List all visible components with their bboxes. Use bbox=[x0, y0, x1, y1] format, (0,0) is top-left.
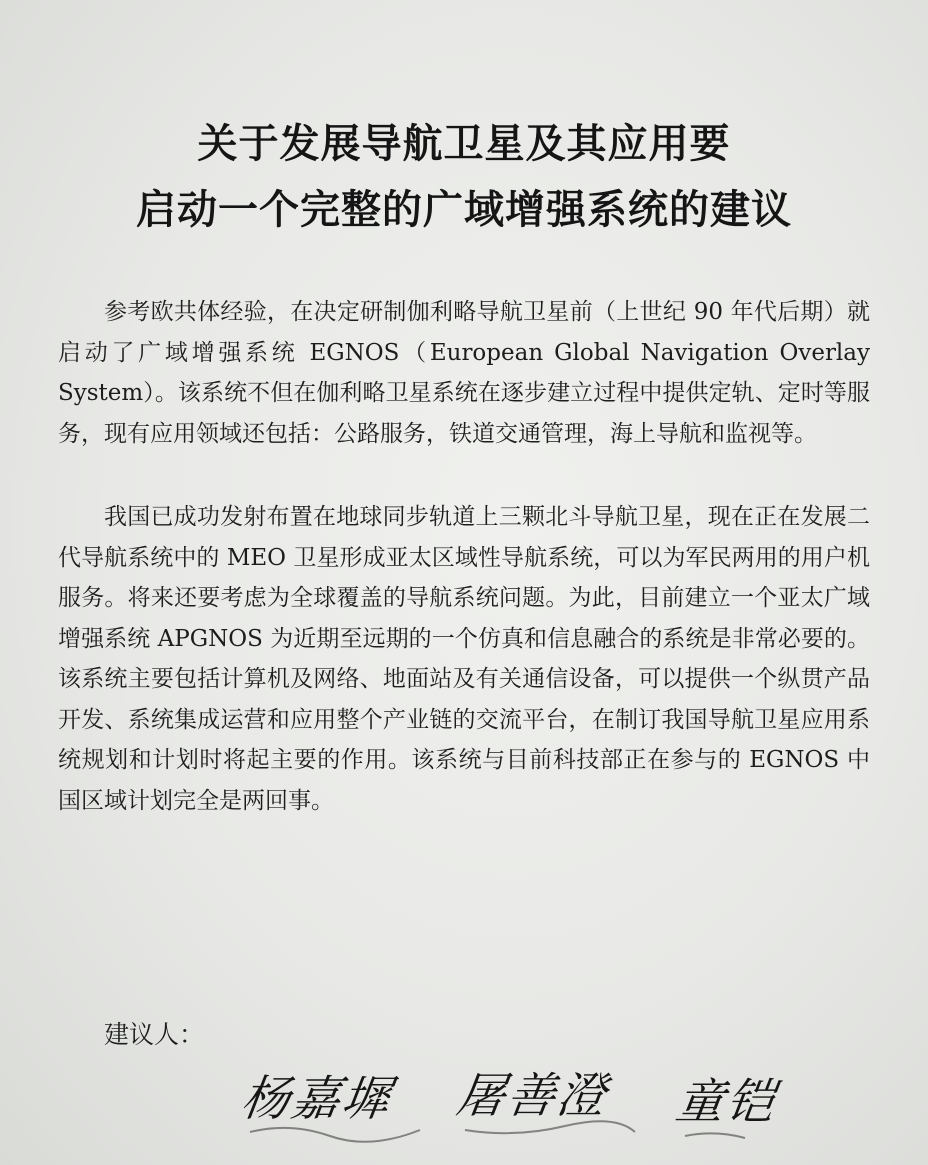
signer-label: 建议人： bbox=[104, 1020, 205, 1049]
signature-1: 杨嘉墀 bbox=[237, 1071, 396, 1127]
paragraph-egnos: 参考欧共体经验，在决定研制伽利略导航卫星前（上世纪 90 年代后期）就启动了广域增强系统 EGNOS（European Global Navigation Overlay System）。该系统不但在伽利略卫星系统在逐步建立过程中提供定轨、定时等服务，现有应用领域还包括：公路服务，铁道交通管理，海上导航和监视等。 bbox=[58, 299, 870, 447]
signature-2: 屠善澄 bbox=[453, 1068, 611, 1124]
paragraph-apgnos: 我国已成功发射布置在地球同步轨道上三颗北斗导航卫星，现在正在发展二代导航系统中的 MEO 卫星形成亚太区域性导航系统，可以为军民两用的用户机服务。将来还要考虑为全球覆盖的导航系统问题。为此，目前建立一个亚太广域增强系统 APGNOS 为近期至远期的一个仿真和信息融合的系统是非常必要的。该系统主要包括计算机及网络、地面站及有关通信设备，可以提供一个纵贯产品开发、系统集成运营和应用整个产业链的交流平台，在制订我国导航卫星应用系统规划和计划时将起主要的作用。该系统与目前科技部正在参与的 EGNOS 中国区域计划完全是两回事。 bbox=[58, 504, 870, 814]
signature-3: 童铠 bbox=[672, 1074, 781, 1130]
handwritten-signatures bbox=[230, 1040, 830, 1150]
document-title-line-2: 启动一个完整的广域增强系统的建议 bbox=[136, 187, 792, 233]
document-title-line-1: 关于发展导航卫星及其应用要 bbox=[197, 121, 731, 167]
